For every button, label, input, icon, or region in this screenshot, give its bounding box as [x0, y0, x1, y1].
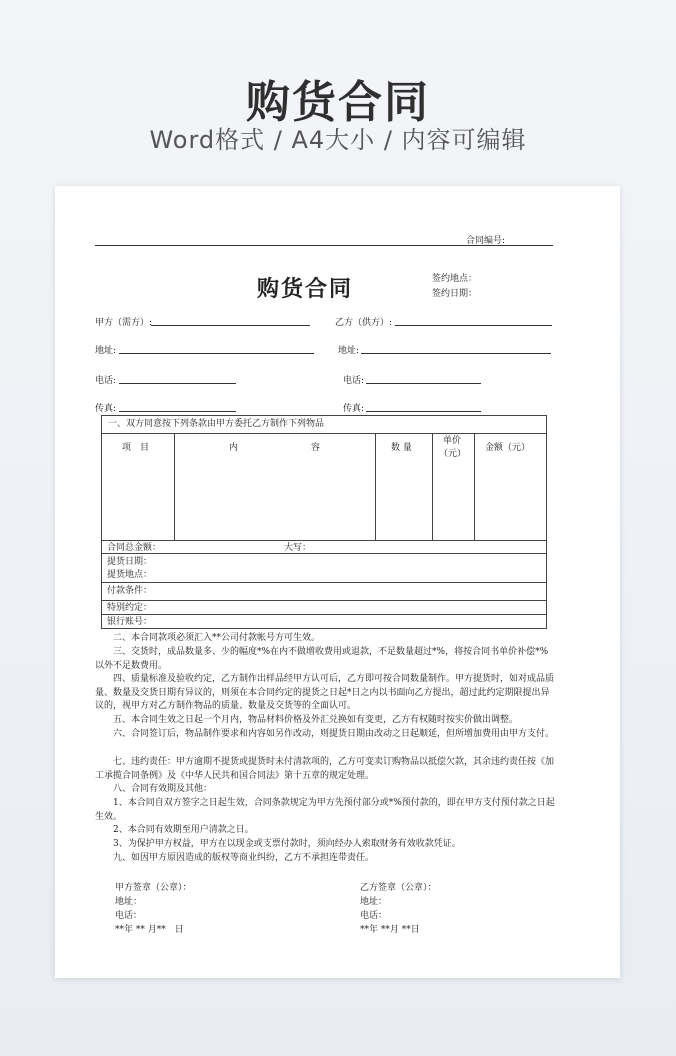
party-b-signature: 乙方签章（公章）： — [360, 883, 437, 893]
clause-8-1: 1、本合同自双方签字之日起生效，合同条款规定为甲方先预付部分或*%预付款的，即在甲方支付预付款之日起生效。 — [95, 798, 555, 822]
party-a-label: 甲方（需方）: — [95, 318, 153, 328]
party-a-sign-date: **年 ** 月** 日 — [115, 925, 184, 935]
payment-terms-label: 付款条件： — [107, 586, 153, 596]
clause-3: 三、交货时，成品数量多、少的幅度*%在内不做增收费用或退款，不足数量超过*%，将按合同书单价补偿*%以外不足数费用。 — [95, 647, 549, 671]
banner-subtitle: Word格式 / A4大小 / 内容可编辑 — [149, 126, 527, 154]
clause-2: 二、本合同款项必须汇入**公司付款帐号方可生效。 — [113, 633, 321, 643]
clause-9: 九、如因甲方原因造成的版权等商业纠纷，乙方不承担连带责任。 — [113, 853, 375, 863]
total-amount-label: 合同总金额： — [107, 543, 162, 553]
contract-number-label: 合同编号: — [466, 236, 506, 246]
clause-5: 五、本合同生效之日起一个月内，物品材料价格及外汇兑换如有变更，乙方有权随时按实价做出调整。 — [113, 715, 519, 725]
capital-amount-label: 大写： — [284, 543, 312, 553]
fax-b-field[interactable] — [366, 411, 481, 412]
party-a-sign-phone: 电话： — [115, 911, 143, 921]
party-a-sign-address: 地址： — [115, 897, 143, 907]
bank-account-label: 银行账号： — [107, 617, 153, 627]
clause-6: 六、合同签订后，物品制作要求和内容如另作改动，则提货日期由改动之日起顺延，但所增加费用由甲方支付。 — [113, 729, 555, 739]
header-quantity: 数 量 — [391, 443, 412, 453]
special-terms-label: 特别约定： — [107, 603, 153, 613]
address-b-field[interactable] — [361, 353, 551, 354]
address-b-label: 地址: — [338, 346, 360, 356]
document-title: 购货合同 — [257, 276, 354, 302]
sign-date-label: 签约日期： — [432, 289, 478, 299]
fax-a-label: 传真: — [95, 404, 117, 414]
goods-table — [101, 415, 547, 629]
party-b-sign-date: **年 **月 **日 — [360, 925, 420, 935]
phone-b-label: 电话: — [343, 376, 365, 386]
fax-b-label: 传真: — [343, 404, 365, 414]
phone-a-label: 电话: — [95, 376, 117, 386]
delivery-place-label: 提货地点： — [107, 570, 153, 580]
party-a-field[interactable] — [151, 325, 310, 326]
phone-a-field[interactable] — [119, 383, 236, 384]
header-unit-price-unit: （元） — [439, 449, 467, 459]
party-b-field[interactable] — [395, 325, 552, 326]
header-unit-price: 单价 — [443, 436, 462, 446]
address-a-field[interactable] — [119, 353, 314, 354]
contract-document — [55, 186, 620, 978]
party-b-sign-phone: 电话： — [360, 911, 388, 921]
party-a-signature: 甲方签章（公章）： — [115, 883, 192, 893]
clause-7: 七、违约责任：甲方逾期不提货或提货时未付清款项的，乙方可变卖订购物品以抵偿欠款，其余违约责任按《加工承揽合同条例》及《中华人民共和国合同法》第十五章的规定处理。 — [95, 757, 555, 781]
address-a-label: 地址: — [95, 346, 117, 356]
header-content-right: 容 — [311, 443, 321, 453]
fax-a-field[interactable] — [119, 411, 236, 412]
delivery-date-label: 提货日期： — [107, 557, 153, 567]
clause-8: 八、合同有效期及其他： — [113, 784, 213, 794]
party-b-sign-address: 地址： — [360, 897, 388, 907]
phone-b-field[interactable] — [366, 383, 481, 384]
clause-4: 四、质量标准及验收约定，乙方制作出样品经甲方认可后，乙方即可按合同数量制作。甲方提货时，如对成品质量、数量及交货日期有异议的，则须在本合同约定的提货之日起*日之内以书面向乙方提出，超过此约定期限提出异议的，视甲方对乙方制作物品的质量、数量及交货等的全面认可。 — [95, 674, 555, 711]
header-item: 项 目 — [122, 443, 150, 453]
clause-8-2: 2、本合同有效期至用户清款之日。 — [113, 825, 254, 835]
header-amount: 金额（元） — [485, 443, 531, 453]
header-content-left: 内 — [229, 443, 239, 453]
sign-place-label: 签约地点： — [432, 274, 478, 284]
party-b-label: 乙方（供方）: — [335, 318, 393, 328]
banner-title: 购货合同 — [246, 77, 430, 128]
table-caption: 一、双方同意按下列条款由甲方委托乙方制作下列物品 — [108, 419, 325, 429]
header-rule — [95, 245, 553, 246]
clause-8-3: 3、为保护甲方权益，甲方在以现金或支票付款时，须向经办人索取财务有效收款凭证。 — [113, 839, 461, 849]
